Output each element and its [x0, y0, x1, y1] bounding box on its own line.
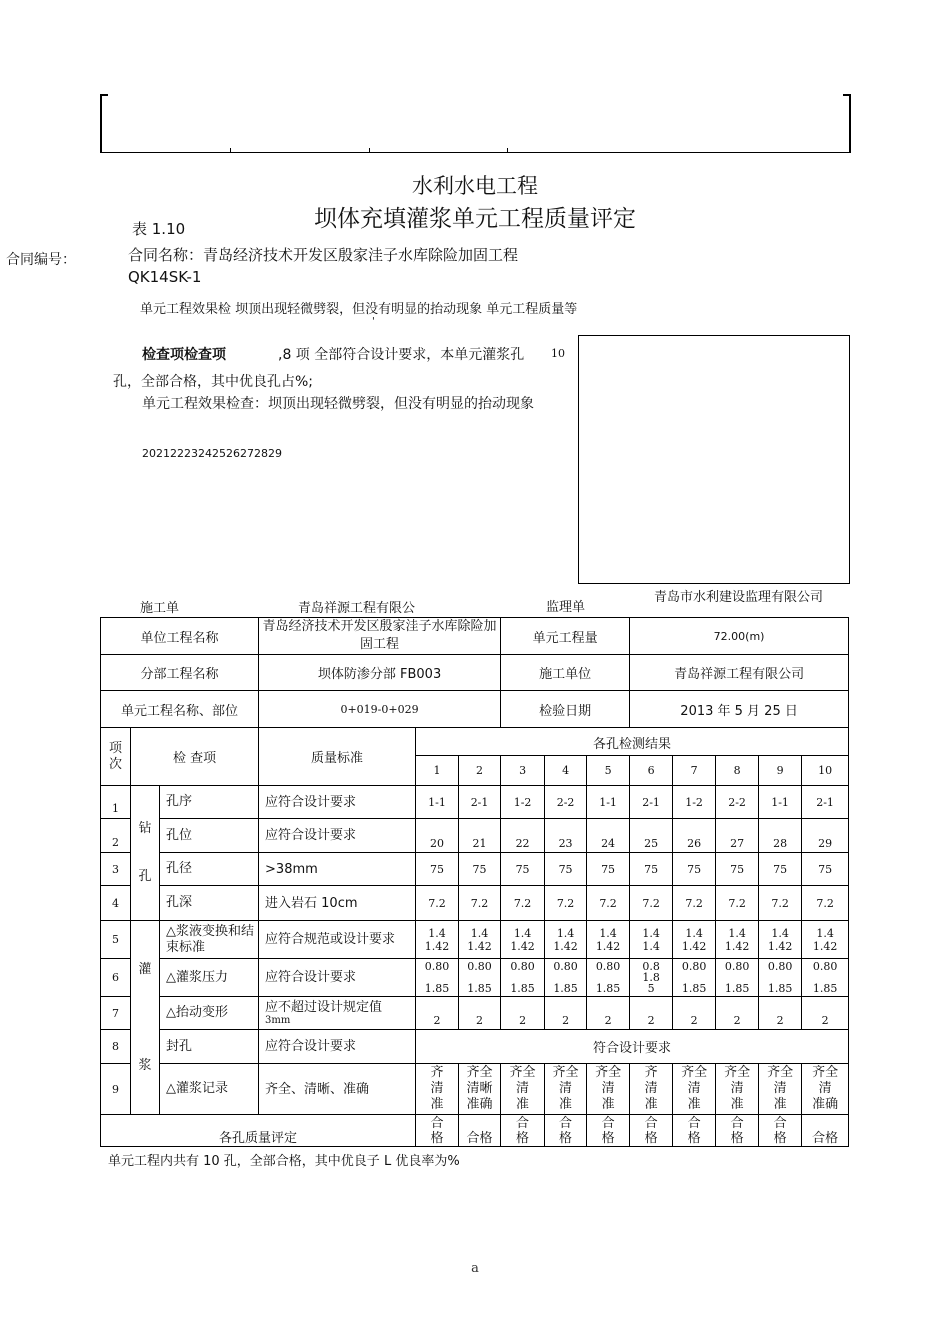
- standard-text: 应符合设计要求: [265, 1039, 357, 1054]
- result-cell: 0.80 1.85: [587, 959, 630, 997]
- standard-text: 应符合规范或设计要求: [265, 932, 396, 947]
- sub-project-label: 分部工程名称: [101, 655, 259, 691]
- quality-cell: 合 格: [501, 1115, 545, 1147]
- result-cell: 2-1: [802, 786, 849, 819]
- title-line-2: 坝体充填灌浆单元工程质量评定: [314, 206, 636, 232]
- col-standard-header: 质量标准: [259, 728, 416, 786]
- result-cell: 2-1: [459, 786, 501, 819]
- quality-standard: [259, 786, 416, 819]
- result-cell: 0.80 1.85: [459, 959, 501, 997]
- row-number: 2: [101, 819, 131, 853]
- summary-line-2: 孔，全部合格，其中优良孔占%;: [113, 374, 314, 390]
- result-cell: 0.80 1.85: [545, 959, 587, 997]
- col-results-text: 各孔检测结果: [593, 737, 672, 752]
- result-cell: 1-2: [501, 786, 545, 819]
- table-row: [101, 997, 849, 1030]
- check-item: △灌浆压力: [160, 959, 259, 997]
- result-cell: 75: [802, 853, 849, 886]
- check-item: △灌浆记录: [160, 1064, 259, 1115]
- quality-label: 各孔质量评定: [101, 1115, 416, 1147]
- quality-standard: [259, 1064, 416, 1115]
- result-cell: 27: [716, 819, 759, 853]
- result-cell: 0.80 1.85: [759, 959, 802, 997]
- standard-text: 应符合设计要求: [265, 794, 357, 810]
- row-number: 7: [101, 997, 131, 1030]
- row-number: 4: [101, 886, 131, 921]
- result-cell: 2: [802, 997, 849, 1030]
- result-cell: 1.4 1.42: [673, 921, 716, 959]
- supervision-unit-name: 青岛市水利建设监理有限公司: [654, 590, 824, 605]
- result-cell: 齐全 清 准: [759, 1064, 802, 1115]
- result-cell: 20: [416, 819, 459, 853]
- hole-number: 7: [673, 756, 716, 786]
- hole-number: 1: [416, 756, 459, 786]
- quality-cell: 合 格: [716, 1115, 759, 1147]
- quality-standard: [259, 1030, 416, 1064]
- result-cell: 1.4 1.42: [587, 921, 630, 959]
- group-drill: 钻 孔: [131, 786, 160, 921]
- table-row: [101, 959, 849, 997]
- result-cell: 齐全 清 准: [587, 1064, 630, 1115]
- element-label: 单元工程名称、部位: [101, 691, 259, 728]
- quality-cell: 合 格: [759, 1115, 802, 1147]
- result-cell: 7.2: [545, 886, 587, 921]
- standard-text: >38mm: [265, 861, 318, 877]
- result-cell: 齐全 清 准确: [802, 1064, 849, 1115]
- check-item: 孔径: [160, 853, 259, 886]
- result-cell: 2: [416, 997, 459, 1030]
- construction-unit-name: 青岛祥源工程有限公: [298, 601, 416, 616]
- hole-number: 9: [759, 756, 802, 786]
- hole-number: 2: [459, 756, 501, 786]
- quality-cell: 合 格: [673, 1115, 716, 1147]
- result-cell: 2-1: [630, 786, 673, 819]
- standard-text: 进入岩石 10cm: [265, 895, 358, 911]
- check-item: △抬动变形: [160, 997, 259, 1030]
- result-cell: 2: [716, 997, 759, 1030]
- table-row: [101, 1115, 849, 1147]
- result-cell: 75: [630, 853, 673, 886]
- frame-tick: [230, 148, 231, 153]
- result-cell: 2: [587, 997, 630, 1030]
- supervision-unit-label: 监理单: [546, 600, 586, 615]
- hole-number: 6: [630, 756, 673, 786]
- quality-cell: 合格: [802, 1115, 849, 1147]
- quality-cell: 合 格: [587, 1115, 630, 1147]
- result-cell: 26: [673, 819, 716, 853]
- faded-effect-line: 单元工程效果检 坝顶出现轻微劈裂，但没有明显的抬动现象 单元工程质量等: [140, 302, 578, 317]
- result-cell: 2: [545, 997, 587, 1030]
- frame-tick: [507, 148, 508, 153]
- result-cell: 21: [459, 819, 501, 853]
- result-cell: 1.4 1.42: [459, 921, 501, 959]
- result-cell: 1.4 1.42: [545, 921, 587, 959]
- result-cell: 7.2: [716, 886, 759, 921]
- sub-project-value: 坝体防渗分部 FB003: [259, 655, 501, 691]
- merged-result: 符合设计要求: [416, 1030, 849, 1064]
- summary-hole-numbers: 20212223242526272829: [142, 447, 282, 460]
- quality-standard: [259, 921, 416, 959]
- result-cell: 75: [459, 853, 501, 886]
- check-item: 封孔: [160, 1030, 259, 1064]
- result-cell: 2: [630, 997, 673, 1030]
- table-number: 表 1.10: [132, 220, 186, 238]
- row-number: 1: [101, 786, 131, 819]
- col-check-header: 检 查项: [131, 728, 259, 786]
- result-cell: 齐全 清晰 准确: [459, 1064, 501, 1115]
- stray-mark: ': [372, 316, 375, 327]
- summary-effect-check: 单元工程效果检查：坝顶出现轻微劈裂，但没有明显的抬动现象: [142, 396, 534, 412]
- quality-cell: 合 格: [630, 1115, 673, 1147]
- result-cell: 75: [545, 853, 587, 886]
- result-cell: 1.4 1.4: [630, 921, 673, 959]
- check-item: △浆液变换和结束标准: [160, 921, 259, 959]
- table-row: [101, 921, 849, 959]
- standard-text: 齐全、清晰、准确: [265, 1081, 370, 1097]
- table-row: [101, 618, 849, 655]
- result-cell: 75: [716, 853, 759, 886]
- table-row: [101, 853, 849, 886]
- quality-standard: [259, 819, 416, 853]
- col-item-header: 项 次: [101, 728, 131, 786]
- result-cell: 齐全 清 准: [673, 1064, 716, 1115]
- project-code: QK14SK-1: [128, 268, 202, 286]
- date-value: 2013 年 5 月 25 日: [630, 691, 849, 728]
- table-row: [101, 819, 849, 853]
- result-cell: 75: [416, 853, 459, 886]
- result-cell: 7.2: [416, 886, 459, 921]
- result-cell: 齐 清 准: [630, 1064, 673, 1115]
- table-row: [101, 786, 849, 819]
- quality-cell: 合 格: [545, 1115, 587, 1147]
- quality-standard: [259, 853, 416, 886]
- standard-text: 应符合设计要求: [265, 970, 357, 985]
- result-cell: 29: [802, 819, 849, 853]
- quality-cell: 合格: [459, 1115, 501, 1147]
- hole-number: 5: [587, 756, 630, 786]
- check-item: 孔深: [160, 886, 259, 921]
- contractor-value: 青岛祥源工程有限公司: [630, 655, 849, 691]
- quality-standard: [259, 997, 416, 1030]
- unit-quantity-value: 72.00(m): [630, 618, 849, 655]
- result-cell: 75: [673, 853, 716, 886]
- result-cell: 0.80 1.85: [802, 959, 849, 997]
- contract-name: 合同名称：青岛经济技术开发区殷家洼子水库除险加固工程: [128, 246, 519, 264]
- result-cell: 7.2: [802, 886, 849, 921]
- unit-project-label: 单位工程名称: [101, 618, 259, 655]
- standard-text: 应不超过设计规定值: [265, 1000, 383, 1015]
- result-cell: 2: [673, 997, 716, 1030]
- result-cell: 0.8 1.8 5: [630, 959, 673, 997]
- hole-number: 4: [545, 756, 587, 786]
- result-cell: 75: [587, 853, 630, 886]
- table-row: [101, 691, 849, 728]
- check-item: 孔位: [160, 819, 259, 853]
- result-cell: 1-2: [673, 786, 716, 819]
- col-results-header: [416, 728, 849, 756]
- result-cell: 齐 清 准: [416, 1064, 459, 1115]
- result-cell: 25: [630, 819, 673, 853]
- hole-number: 8: [716, 756, 759, 786]
- result-cell: 2: [501, 997, 545, 1030]
- result-cell: 2: [759, 997, 802, 1030]
- result-cell: 齐全 清 准: [716, 1064, 759, 1115]
- table-row: [101, 655, 849, 691]
- result-cell: 1.4 1.42: [716, 921, 759, 959]
- standard-text-extra: 3mm: [265, 1015, 291, 1026]
- row-number: 9: [101, 1064, 131, 1115]
- summary-hole-count: 10: [551, 347, 565, 360]
- check-item: 孔序: [160, 786, 259, 819]
- element-value: 0+019-0+029: [259, 691, 501, 728]
- table-row: [101, 886, 849, 921]
- result-cell: 7.2: [673, 886, 716, 921]
- summary-check-items: 检查项检查项: [142, 347, 226, 363]
- frame-tick: [369, 148, 370, 153]
- result-cell: 1.4 1.42: [802, 921, 849, 959]
- construction-unit-label: 施工单: [140, 601, 180, 616]
- result-cell: 28: [759, 819, 802, 853]
- hole-number: 3: [501, 756, 545, 786]
- header-frame: [100, 94, 851, 153]
- result-cell: 1-1: [587, 786, 630, 819]
- table-row: [101, 728, 849, 756]
- result-cell: 0.80 1.85: [716, 959, 759, 997]
- result-cell: 75: [501, 853, 545, 886]
- standard-text: 应符合设计要求: [265, 828, 357, 843]
- summary-check-result: ,8 项 全部符合设计要求，本单元灌浆孔: [278, 347, 525, 363]
- result-cell: 齐全 清 准: [501, 1064, 545, 1115]
- footer-note: 单元工程内共有 10 孔，全部合格，其中优良子 L 优良率为%: [108, 1154, 460, 1169]
- row-number: 5: [101, 921, 131, 959]
- quality-standard: [259, 886, 416, 921]
- hole-number: 10: [802, 756, 849, 786]
- result-cell: 7.2: [459, 886, 501, 921]
- result-cell: 7.2: [501, 886, 545, 921]
- result-cell: 2-2: [545, 786, 587, 819]
- quality-cell: 合 格: [416, 1115, 459, 1147]
- result-cell: 75: [759, 853, 802, 886]
- result-cell: 0.80 1.85: [416, 959, 459, 997]
- result-cell: 7.2: [759, 886, 802, 921]
- signature-box: [578, 335, 850, 584]
- table-row: [101, 1064, 849, 1115]
- date-label: 检验日期: [501, 691, 630, 728]
- quality-table: [100, 617, 849, 1147]
- table-row: [101, 1030, 849, 1064]
- row-number: 3: [101, 853, 131, 886]
- contract-no-label: 合同编号：: [6, 252, 76, 268]
- result-cell: 2-2: [716, 786, 759, 819]
- result-cell: 22: [501, 819, 545, 853]
- result-cell: 24: [587, 819, 630, 853]
- result-cell: 2: [459, 997, 501, 1030]
- result-cell: 0.80 1.85: [501, 959, 545, 997]
- result-cell: 23: [545, 819, 587, 853]
- quality-standard: [259, 959, 416, 997]
- result-cell: 0.80 1.85: [673, 959, 716, 997]
- result-cell: 7.2: [630, 886, 673, 921]
- result-cell: 1.4 1.42: [416, 921, 459, 959]
- result-cell: 1.4 1.42: [759, 921, 802, 959]
- result-cell: 1-1: [759, 786, 802, 819]
- result-cell: 齐全 清 准: [545, 1064, 587, 1115]
- group-grout: 灌 浆: [131, 921, 160, 1115]
- result-cell: 7.2: [587, 886, 630, 921]
- contractor-label: 施工单位: [501, 655, 630, 691]
- row-number: 8: [101, 1030, 131, 1064]
- row-number: 6: [101, 959, 131, 997]
- page-number: a: [471, 1261, 479, 1276]
- unit-project-value: 青岛经济技术开发区殷家洼子水库除险加固工程: [259, 618, 501, 655]
- result-cell: 1-1: [416, 786, 459, 819]
- result-cell: 1.4 1.42: [501, 921, 545, 959]
- unit-quantity-label: 单元工程量: [501, 618, 630, 655]
- title-line-1: 水利水电工程: [412, 174, 538, 198]
